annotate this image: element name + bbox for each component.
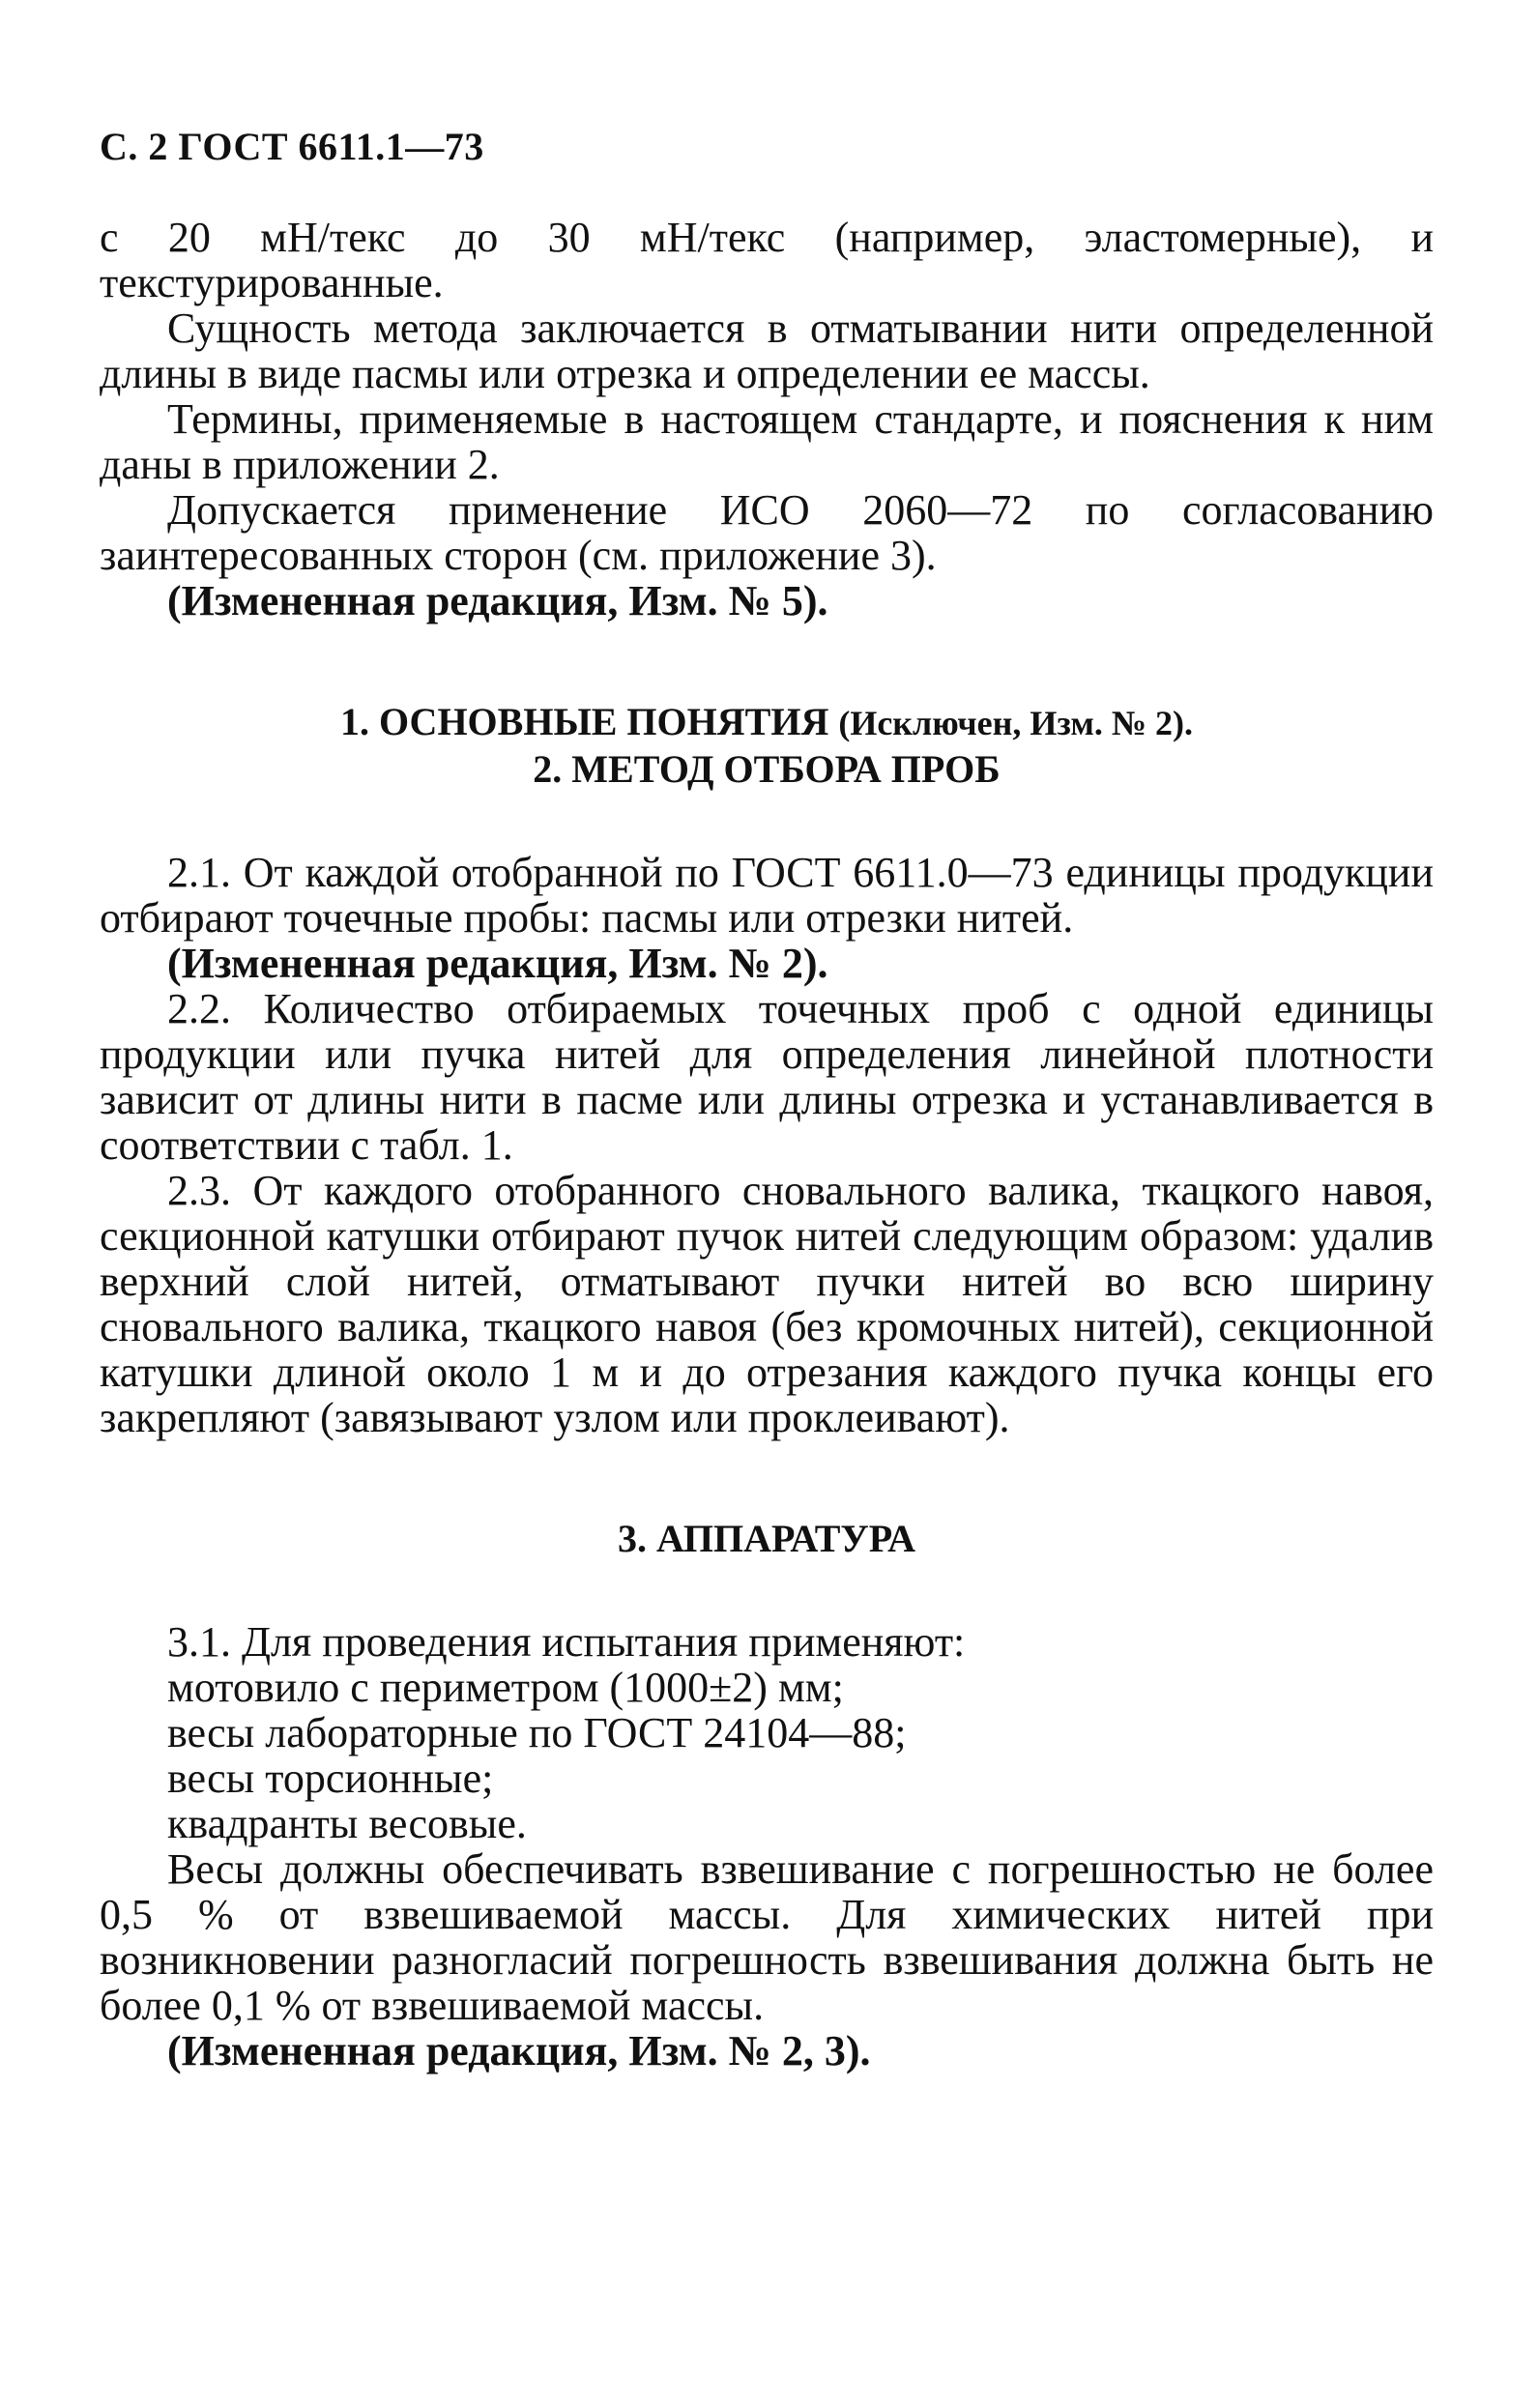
method-essence-paragraph: Сущность метода заключается в отматывании нити определенной длины в виде пасмы или отрезка и определении ее массы. xyxy=(100,305,1434,397)
clause-2-3: 2.3. От каждого отобранного сновального валика, ткацкого навоя, секционной катушки отбирают пучок нитей следующим образом: удалив верхний слой нитей, отматывают пучки нитей во всю ширину сновального валика, ткацкого навоя (без кромочных нитей), секционной катушки длиной около 1 м и до отрезания каждого пучка концы его закрепляют (завязывают узлом или проклеивают). xyxy=(100,1167,1434,1441)
list-item: весы лабораторные по ГОСТ 24104—88; xyxy=(167,1709,907,1756)
amendment-note: (Измененная редакция, Изм. № 2, 3). xyxy=(167,2027,871,2074)
section-1-title: 1. ОСНОВНЫЕ ПОНЯТИЯ xyxy=(339,700,829,743)
iso-paragraph: Допускается применение ИСО 2060—72 по согласованию заинтересованных сторон (см. приложение 3). xyxy=(100,486,1434,579)
list-item: квадранты весовые. xyxy=(167,1800,527,1847)
amendment-note: (Измененная редакция, Изм. № 5). xyxy=(167,577,828,624)
amendment-note: (Измененная редакция, Изм. № 2). xyxy=(167,940,828,987)
section-1-heading xyxy=(100,699,1434,746)
section-1-note: (Исключен, Изм. № 2). xyxy=(838,704,1194,742)
section-2-heading: 2. МЕТОД ОТБОРА ПРОБ xyxy=(533,747,1001,791)
list-item: мотовило с периметром (1000±2) мм; xyxy=(167,1664,844,1711)
clause-3-1: 3.1. Для проведения испытания применяют: xyxy=(167,1618,966,1666)
list-item: весы торсионные; xyxy=(167,1755,494,1802)
clause-2-2: 2.2. Количество отбираемых точечных проб с одной единицы продукции или пучка нитей для определения линейной плотности зависит от длины нити в пасме или длины отрезка и устанавливается в соответствии с табл. 1. xyxy=(100,985,1434,1169)
clause-2-1: 2.1. От каждой отобранной по ГОСТ 6611.0—73 единицы продукции отбирают точечные пробы: пасмы или отрезки нитей. xyxy=(100,849,1434,942)
page-content xyxy=(100,215,1434,2074)
terms-paragraph: Термины, применяемые в настоящем стандарте, и пояснения к ним даны в приложении 2. xyxy=(100,395,1434,488)
intro-continuation: с 20 мН/текс до 30 мН/текс (например, эластомерные), и текстурированные. xyxy=(100,214,1434,306)
page-header: С. 2 ГОСТ 6611.1—73 xyxy=(100,125,484,168)
scales-accuracy-paragraph: Весы должны обеспечивать взвешивание с погрешностью не более 0,5 % от взвешиваемой массы. Для химических нитей при возникновении разногласий погрешность взвешивания должна быть не более 0,1 % от взвешиваемой массы. xyxy=(100,1845,1434,2029)
section-3-heading: 3. АППАРАТУРА xyxy=(618,1517,915,1560)
